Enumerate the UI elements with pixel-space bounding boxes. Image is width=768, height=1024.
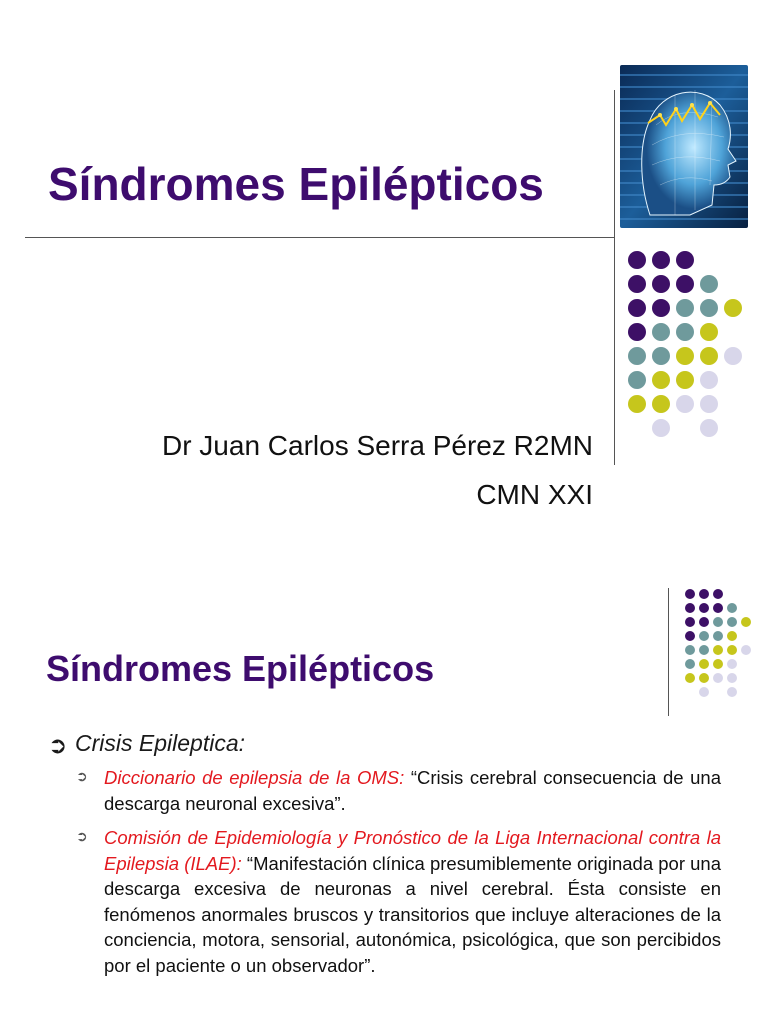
title-underline: [25, 237, 615, 238]
dot: [676, 323, 694, 341]
dot: [652, 275, 670, 293]
dot: [713, 617, 723, 627]
dot: [713, 589, 723, 599]
dot: [727, 645, 737, 655]
dot: [699, 603, 709, 613]
dot: [652, 419, 670, 437]
dot: [676, 251, 694, 269]
dot: [713, 603, 723, 613]
slide-title: Síndromes Epilépticos: [48, 158, 544, 210]
brain-circuit-head-image: [620, 65, 748, 228]
dot: [699, 659, 709, 669]
dot: [652, 347, 670, 365]
dot: [685, 645, 695, 655]
dot: [727, 659, 737, 669]
dot: [652, 395, 670, 413]
dot: [699, 589, 709, 599]
dot: [676, 371, 694, 389]
dot: [676, 299, 694, 317]
bullet-text: Crisis Epileptica:: [75, 730, 245, 756]
dot: [652, 323, 670, 341]
dot: [676, 395, 694, 413]
dot: [700, 299, 718, 317]
dot: [685, 673, 695, 683]
definition-oms: “Crisis cerebral consecuencia de una descarga neuronal excesiva”.: [104, 767, 721, 814]
dot: [676, 275, 694, 293]
dot: [685, 617, 695, 627]
dot: [700, 275, 718, 293]
dot: [628, 299, 646, 317]
dot: [699, 631, 709, 641]
dot: [676, 347, 694, 365]
definition-ilae: “Manifestación clínica presumiblemente originada por una descarga excesiva de neuronas a nivel cerebral. Ésta consiste en fenómenos anormales bruscos y transitorios que incluye alteraciones de la conciencia, motora, sensorial, autonómica, psicológica, que son percibidos por el paciente o un observador”.: [104, 852, 721, 976]
vertical-divider: [614, 90, 615, 465]
arrow-sub-bullet-icon: ➲: [76, 828, 88, 844]
slide-title: Síndromes Epilépticos: [46, 648, 435, 689]
arrow-bullet-icon: ➲: [48, 732, 68, 758]
dot: [628, 251, 646, 269]
arrow-sub-bullet-icon: ➲: [76, 768, 88, 784]
dot: [685, 589, 695, 599]
dot: [724, 299, 742, 317]
dot: [628, 371, 646, 389]
dot: [700, 347, 718, 365]
dot: [741, 617, 751, 627]
dot: [652, 299, 670, 317]
dot: [685, 603, 695, 613]
dot: [741, 645, 751, 655]
dot: [727, 673, 737, 683]
author-affiliation: CMN XXI: [476, 479, 593, 510]
dot: [713, 645, 723, 655]
content-slide: [0, 560, 768, 1024]
vertical-divider: [668, 588, 669, 716]
dot: [700, 419, 718, 437]
dot: [724, 347, 742, 365]
sub-bullet-ilae: [104, 825, 721, 978]
source-oms: Diccionario de epilepsia de la OMS:: [104, 767, 405, 788]
dot: [652, 371, 670, 389]
dot: [699, 673, 709, 683]
dot: [699, 645, 709, 655]
dot: [652, 251, 670, 269]
dot: [713, 631, 723, 641]
dot: [727, 631, 737, 641]
dot: [628, 395, 646, 413]
dot: [727, 603, 737, 613]
dot: [685, 659, 695, 669]
sub-bullet-oms: [104, 765, 721, 816]
dot: [727, 687, 737, 697]
dot: [699, 617, 709, 627]
dot: [700, 323, 718, 341]
dot: [713, 673, 723, 683]
dot: [685, 631, 695, 641]
source-ilae: Comisión de Epidemiología y Pronóstico de la Liga Internacional contra la Epilepsia (ILAE):: [104, 827, 721, 874]
dot: [628, 347, 646, 365]
author-name: Dr Juan Carlos Serra Pérez R2MN: [161, 430, 593, 461]
dot: [727, 617, 737, 627]
dot: [700, 371, 718, 389]
dot: [628, 323, 646, 341]
dot: [713, 659, 723, 669]
dot: [628, 275, 646, 293]
dot: [700, 395, 718, 413]
dot: [699, 687, 709, 697]
